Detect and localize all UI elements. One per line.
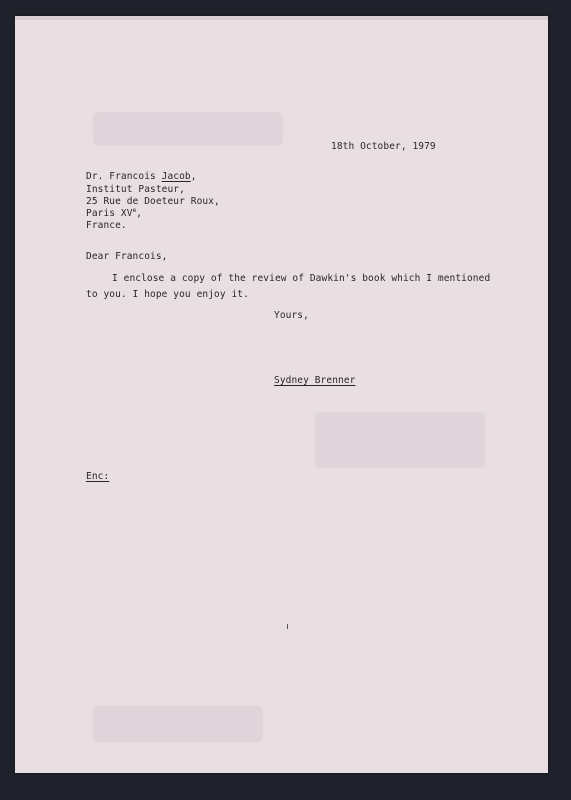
enclosure-note: Enc: <box>86 471 110 482</box>
recipient-city-prefix: Paris XV <box>86 208 133 219</box>
stray-ink-mark <box>287 624 288 629</box>
recipient-name-suffix: , <box>190 171 197 182</box>
recipient-city-suffix: , <box>136 208 143 219</box>
recipient-street: 25 Rue de Doeteur Roux, <box>86 196 220 207</box>
salutation: Dear Francois, <box>86 251 168 262</box>
letter-page <box>15 16 548 773</box>
recipient-city-superscript: e <box>132 207 137 214</box>
body-line-2: to you. I hope you enjoy it. <box>86 289 249 300</box>
show-through-mark-middle <box>315 412 485 468</box>
closing: Yours, <box>274 310 309 321</box>
recipient-surname: Jacob <box>161 171 191 182</box>
letter-date: 18th October, 1979 <box>331 141 436 152</box>
show-through-mark-bottom <box>93 706 263 742</box>
page-top-edge <box>15 16 548 20</box>
recipient-name-prefix: Dr. Francois <box>86 171 162 182</box>
recipient-city <box>86 208 142 219</box>
recipient-name <box>86 171 197 182</box>
recipient-country: France. <box>86 220 127 231</box>
recipient-institution: Institut Pasteur, <box>86 184 185 195</box>
signature-name: Sydney Brenner <box>274 375 356 386</box>
body-line-1: I enclose a copy of the review of Dawkin's book which I mentioned <box>112 273 491 284</box>
show-through-mark-top <box>93 112 283 146</box>
